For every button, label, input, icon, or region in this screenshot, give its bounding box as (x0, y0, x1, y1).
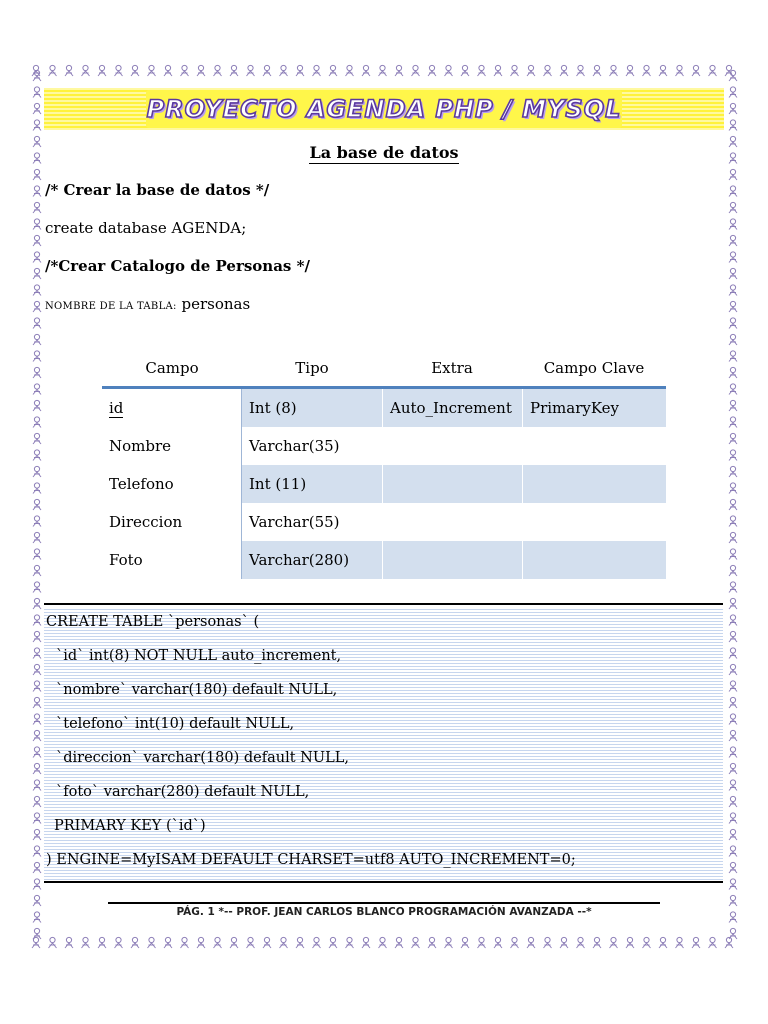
border-ornament (33, 466, 41, 477)
border-ornament (593, 65, 601, 76)
sql-line: `direccion` varchar(180) default NULL, (56, 750, 349, 766)
border-ornament (181, 937, 189, 948)
border-ornament (729, 252, 737, 263)
border-ornament (33, 697, 41, 708)
border-ornament (98, 937, 106, 948)
border-ornament (729, 433, 737, 444)
border-ornament (247, 937, 255, 948)
border-ornament (33, 301, 41, 312)
border-ornament (33, 895, 41, 906)
border-ornament (33, 334, 41, 345)
border-ornament (33, 565, 41, 576)
header-extra: Extra (431, 359, 473, 377)
border-ornament (263, 65, 271, 76)
border-ornament (729, 235, 737, 246)
border-ornament (428, 937, 436, 948)
table-row (102, 541, 666, 579)
table-row (102, 427, 666, 465)
border-ornament (329, 937, 337, 948)
border-ornament (729, 532, 737, 543)
border-ornament (329, 65, 337, 76)
border-ornament (65, 65, 73, 76)
border-ornament (445, 937, 453, 948)
border-ornament (461, 65, 469, 76)
border-ornament (49, 65, 57, 76)
header-tipo: Tipo (295, 359, 329, 377)
border-ornament (33, 846, 41, 857)
cell-campo-text: id (109, 398, 124, 417)
border-ornament (33, 268, 41, 279)
footer-rule (108, 902, 660, 904)
header-campo: Campo (145, 359, 199, 377)
border-ornament (544, 937, 552, 948)
border-ornament (197, 65, 205, 76)
border-ornament (379, 937, 387, 948)
cell-campo: Foto (102, 541, 242, 579)
border-ornament (729, 120, 737, 131)
border-ornament (729, 400, 737, 411)
border-ornament (593, 937, 601, 948)
border-ornament (626, 65, 634, 76)
border-ornament (33, 780, 41, 791)
border-ornament (181, 65, 189, 76)
border-ornament (33, 862, 41, 873)
sql-bottom-rule (44, 881, 723, 883)
title-banner (146, 90, 622, 128)
border-ornament (659, 937, 667, 948)
border-ornament (33, 582, 41, 593)
border-ornament (729, 813, 737, 824)
border-ornament (33, 169, 41, 180)
cell-clave (522, 427, 666, 465)
sql-line: PRIMARY KEY (`id`) (54, 818, 206, 834)
cell-clave: PrimaryKey (522, 389, 666, 427)
border-ornament (33, 681, 41, 692)
create-db-statement: create database AGENDA; (45, 219, 247, 237)
border-ornament (33, 747, 41, 758)
cell-extra (382, 465, 522, 503)
border-ornament (577, 937, 585, 948)
border-ornament (729, 747, 737, 758)
border-ornament (49, 937, 57, 948)
border-ornament (709, 65, 717, 76)
border-ornament (461, 937, 469, 948)
border-ornament (729, 697, 737, 708)
border-ornament (729, 598, 737, 609)
border-ornament (115, 937, 123, 948)
border-ornament (33, 252, 41, 263)
border-ornament (729, 351, 737, 362)
border-ornament (560, 65, 568, 76)
border-ornament (395, 65, 403, 76)
border-ornament (164, 937, 172, 948)
table-row (102, 465, 666, 503)
border-ornament (729, 928, 737, 939)
comment-create-db: /* Crear la base de datos */ (45, 181, 270, 199)
banner-title: PROYECTO AGENDA PHP / MYSQL (146, 95, 622, 123)
border-ornament (98, 65, 106, 76)
border-ornament (313, 937, 321, 948)
cell-campo: Telefono (102, 465, 242, 503)
border-ornament (527, 937, 535, 948)
cell-extra (382, 503, 522, 541)
border-ornament (214, 937, 222, 948)
comment-catalog: /*Crear Catalogo de Personas */ (45, 257, 310, 275)
border-ornament (659, 65, 667, 76)
cell-campo: Nombre (102, 427, 242, 465)
border-ornament (692, 65, 700, 76)
cell-extra (382, 427, 522, 465)
border-ornament (676, 937, 684, 948)
section-title-text: La base de datos (309, 143, 459, 162)
border-ornament (33, 87, 41, 98)
border-ornament (729, 169, 737, 180)
border-ornament (33, 483, 41, 494)
border-ornament (33, 796, 41, 807)
sql-line: `foto` varchar(280) default NULL, (56, 784, 310, 800)
border-ornament (729, 648, 737, 659)
border-ornament (729, 367, 737, 378)
table-name-line (45, 295, 250, 313)
border-ornament (729, 70, 737, 81)
border-ornament (33, 318, 41, 329)
border-ornament (33, 120, 41, 131)
border-ornament (729, 268, 737, 279)
border-ornament (214, 65, 222, 76)
border-ornament (33, 532, 41, 543)
sql-line: `telefono` int(10) default NULL, (56, 716, 295, 732)
border-ornament (729, 730, 737, 741)
border-ornament (33, 829, 41, 840)
sql-line: `id` int(8) NOT NULL auto_increment, (56, 648, 342, 664)
border-ornament (729, 334, 737, 345)
border-ornament (643, 65, 651, 76)
border-ornament (729, 796, 737, 807)
border-ornament (131, 65, 139, 76)
cell-clave (522, 465, 666, 503)
border-ornament (729, 466, 737, 477)
cell-clave (522, 503, 666, 541)
border-ornament (362, 65, 370, 76)
border-ornament (511, 65, 519, 76)
border-ornament (33, 664, 41, 675)
border-ornament (33, 450, 41, 461)
border-ornament (280, 937, 288, 948)
border-ornament (729, 87, 737, 98)
border-ornament (729, 417, 737, 428)
sql-line: ) ENGINE=MyISAM DEFAULT CHARSET=utf8 AUTO_INCREMENT=0; (46, 852, 576, 868)
border-ornament (33, 235, 41, 246)
cell-clave (522, 541, 666, 579)
border-ornament (33, 384, 41, 395)
border-ornament (33, 285, 41, 296)
border-ornament (33, 219, 41, 230)
sql-top-rule (44, 603, 723, 605)
border-ornament (729, 631, 737, 642)
border-ornament (729, 846, 737, 857)
border-ornament (33, 549, 41, 560)
cell-tipo: Int (11) (249, 475, 307, 493)
border-ornament (197, 937, 205, 948)
border-ornament (729, 681, 737, 692)
border-ornament (729, 103, 737, 114)
border-ornament (729, 285, 737, 296)
border-ornament (346, 937, 354, 948)
border-ornament (729, 582, 737, 593)
border-ornament (511, 937, 519, 948)
border-ornament (379, 65, 387, 76)
schema-table-header (102, 350, 666, 386)
border-ornament (729, 483, 737, 494)
border-ornament (263, 937, 271, 948)
border-ornament (33, 417, 41, 428)
border-ornament (729, 879, 737, 890)
border-ornament (247, 65, 255, 76)
sql-line: CREATE TABLE `personas` ( (46, 614, 260, 630)
cell-extra: Auto_Increment (382, 389, 522, 427)
table-name-value: personas (181, 295, 251, 313)
border-ornament (33, 367, 41, 378)
border-ornament (82, 65, 90, 76)
border-ornament (428, 65, 436, 76)
border-ornament (33, 879, 41, 890)
border-ornament (643, 937, 651, 948)
border-ornament (527, 65, 535, 76)
border-ornament (412, 65, 420, 76)
border-ornament (729, 565, 737, 576)
border-ornament (729, 186, 737, 197)
page-footer: PÁG. 1 *-- PROF. JEAN CARLOS BLANCO PROGRAMACIÓN AVANZADA --* (176, 906, 592, 918)
cell-extra (382, 541, 522, 579)
border-ornament (33, 648, 41, 659)
table-name-label: NOMBRE DE LA TABLA: (45, 301, 177, 312)
border-ornament (729, 219, 737, 230)
border-ornament (560, 937, 568, 948)
cell-campo: Direccion (102, 503, 242, 541)
border-ornament (115, 65, 123, 76)
border-ornament (494, 937, 502, 948)
schema-table (102, 350, 666, 579)
border-ornament (33, 615, 41, 626)
border-ornament (313, 65, 321, 76)
border-ornament (729, 318, 737, 329)
cell-tipo: Varchar(280) (249, 551, 350, 569)
border-ornament (729, 862, 737, 873)
border-ornament (33, 400, 41, 411)
border-ornament (148, 937, 156, 948)
border-ornament (729, 301, 737, 312)
border-top-pattern (28, 62, 740, 80)
border-ornament (230, 65, 238, 76)
border-ornament (82, 937, 90, 948)
border-ornament (729, 763, 737, 774)
border-ornament (676, 65, 684, 76)
border-ornament (148, 65, 156, 76)
border-ornament (33, 202, 41, 213)
border-ornament (577, 65, 585, 76)
border-ornament (395, 937, 403, 948)
border-ornament (346, 65, 354, 76)
border-ornament (296, 937, 304, 948)
border-ornament (729, 516, 737, 527)
border-ornament (729, 714, 737, 725)
border-ornament (131, 937, 139, 948)
border-ornament (626, 937, 634, 948)
border-ornament (709, 937, 717, 948)
border-ornament (33, 351, 41, 362)
border-ornament (33, 631, 41, 642)
border-ornament (33, 433, 41, 444)
cell-tipo: Varchar(55) (249, 513, 340, 531)
border-ornament (478, 65, 486, 76)
sql-line: `nombre` varchar(180) default NULL, (56, 682, 338, 698)
border-ornament (33, 714, 41, 725)
border-ornament (729, 615, 737, 626)
border-ornament (445, 65, 453, 76)
border-ornament (164, 65, 172, 76)
border-ornament (729, 664, 737, 675)
section-title (0, 143, 768, 162)
table-row (102, 503, 666, 541)
table-row (102, 389, 666, 427)
border-ornament (412, 937, 420, 948)
border-ornament (729, 384, 737, 395)
border-ornament (33, 103, 41, 114)
border-ornament (729, 895, 737, 906)
border-ornament (494, 65, 502, 76)
border-ornament (230, 937, 238, 948)
border-ornament (33, 598, 41, 609)
cell-tipo: Int (8) (249, 399, 297, 417)
border-ornament (729, 499, 737, 510)
border-ornament (610, 65, 618, 76)
border-ornament (362, 937, 370, 948)
border-ornament (280, 65, 288, 76)
border-ornament (610, 937, 618, 948)
border-ornament (33, 186, 41, 197)
border-ornament (33, 928, 41, 939)
border-ornament (478, 937, 486, 948)
border-ornament (33, 813, 41, 824)
border-ornament (65, 937, 73, 948)
border-ornament (33, 730, 41, 741)
border-right-pattern (724, 64, 742, 954)
border-ornament (729, 450, 737, 461)
border-ornament (33, 499, 41, 510)
border-ornament (33, 516, 41, 527)
border-ornament (729, 202, 737, 213)
cell-tipo: Varchar(35) (249, 437, 340, 455)
border-bottom-pattern (28, 934, 740, 952)
border-ornament (729, 780, 737, 791)
border-ornament (296, 65, 304, 76)
header-campo-clave: Campo Clave (543, 359, 645, 377)
border-ornament (692, 937, 700, 948)
border-ornament (33, 763, 41, 774)
border-ornament (729, 829, 737, 840)
border-ornament (729, 549, 737, 560)
border-ornament (544, 65, 552, 76)
border-ornament (33, 70, 41, 81)
cell-campo (102, 389, 242, 427)
